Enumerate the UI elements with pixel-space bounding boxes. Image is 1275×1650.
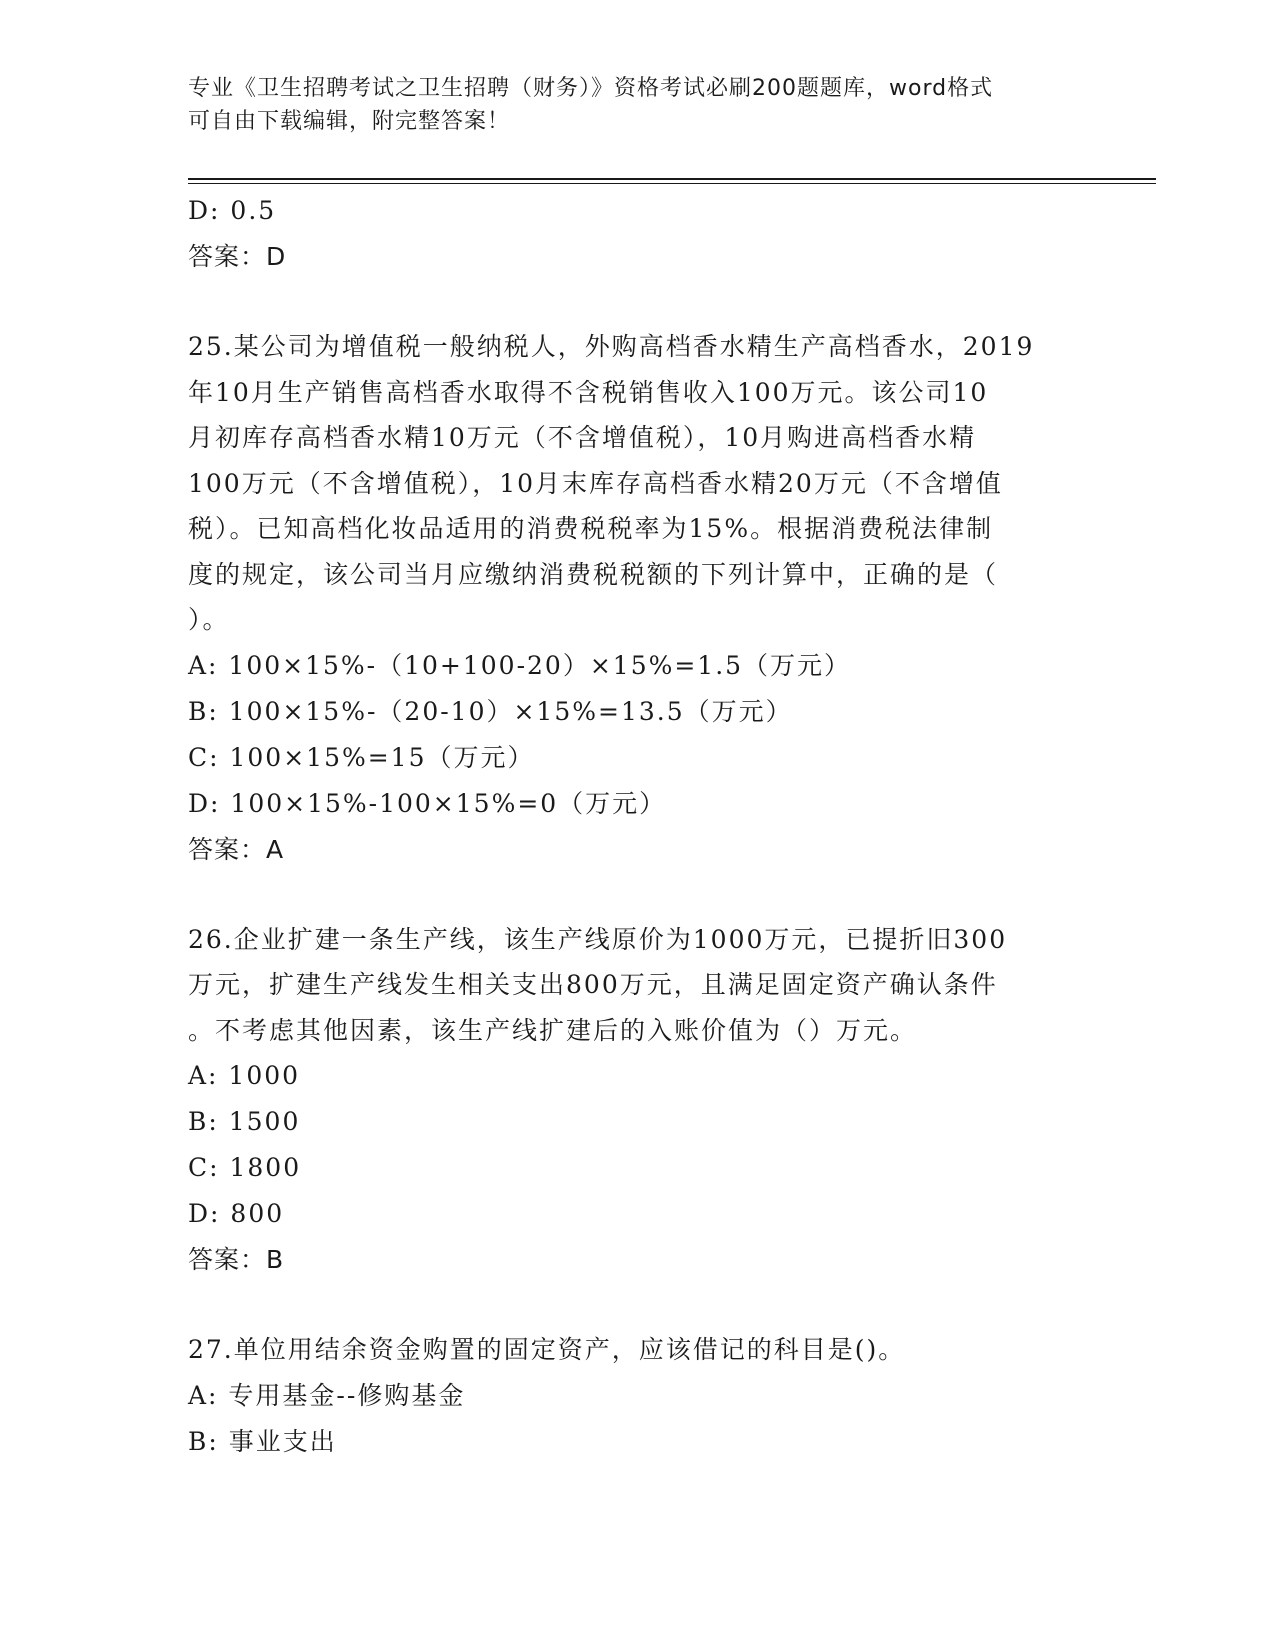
option-d: D: 0.5: [188, 196, 277, 225]
option-c: C: 100×15%=15（万元）: [188, 742, 535, 772]
spacer: [188, 873, 1088, 917]
question-text-line: 100万元（不含增值税），10月末库存高档香水精20万元（不含增值: [188, 468, 1003, 498]
option-b: B: 事业支出: [188, 1426, 337, 1456]
question-text-line: 度的规定，该公司当月应缴纳消费税税额的下列计算中，正确的是（: [188, 559, 999, 589]
option-b: B: 100×15%-（20-10）×15%=13.5（万元）: [188, 696, 793, 726]
document-body: [188, 188, 1088, 1465]
header-title-line-2: 可自由下载编辑，附完整答案！: [188, 109, 511, 134]
question-25: [188, 324, 1088, 873]
answer-label: 答案：B: [188, 1245, 285, 1274]
document-header: [188, 72, 1088, 138]
question-text-line: 。不考虑其他因素，该生产线扩建后的入账价值为（）万元。: [188, 1015, 918, 1045]
answer-label: 答案：D: [188, 242, 287, 271]
question-text-line: 年10月生产销售高档香水取得不含税销售收入100万元。该公司10: [188, 377, 989, 407]
header-rule-thick: [188, 178, 1156, 180]
question-27: [188, 1327, 1088, 1465]
question-text-line: 27.单位用结余资金购置的固定资产，应该借记的科目是()。: [188, 1335, 906, 1364]
option-a: A: 专用基金--修购基金: [188, 1380, 466, 1410]
option-c: C: 1800: [188, 1153, 302, 1182]
question-text-line: 税）。已知高档化妆品适用的消费税税率为15%。根据消费税法律制: [188, 514, 994, 543]
option-a: A: 100×15%-（10+100-20）×15%=1.5（万元）: [188, 650, 852, 680]
spacer: [188, 280, 1088, 324]
question-text-line: ）。: [188, 605, 230, 634]
question-text-line: 月初库存高档香水精10万元（不含增值税），10月购进高档香水精: [188, 423, 977, 452]
header-title-line-1: 专业《卫生招聘考试之卫生招聘（财务）》资格考试必刷200题题库，word格式: [188, 76, 994, 101]
question-text-line: 25.某公司为增值税一般纳税人，外购高档香水精生产高档香水，2019: [188, 332, 1035, 361]
option-d: D: 800: [188, 1199, 285, 1228]
question-text-line: 万元，扩建生产线发生相关支出800万元，且满足固定资产确认条件: [188, 970, 998, 999]
answer-label: 答案：A: [188, 834, 285, 864]
option-a: A: 1000: [188, 1061, 301, 1090]
spacer: [188, 1283, 1088, 1327]
question-text-line: 26.企业扩建一条生产线，该生产线原价为1000万元，已提折旧300: [188, 924, 1008, 954]
question-26: [188, 917, 1088, 1284]
option-b: B: 1500: [188, 1107, 301, 1136]
option-d: D: 100×15%-100×15%=0（万元）: [188, 788, 667, 818]
header-rule-thin: [188, 183, 1156, 184]
